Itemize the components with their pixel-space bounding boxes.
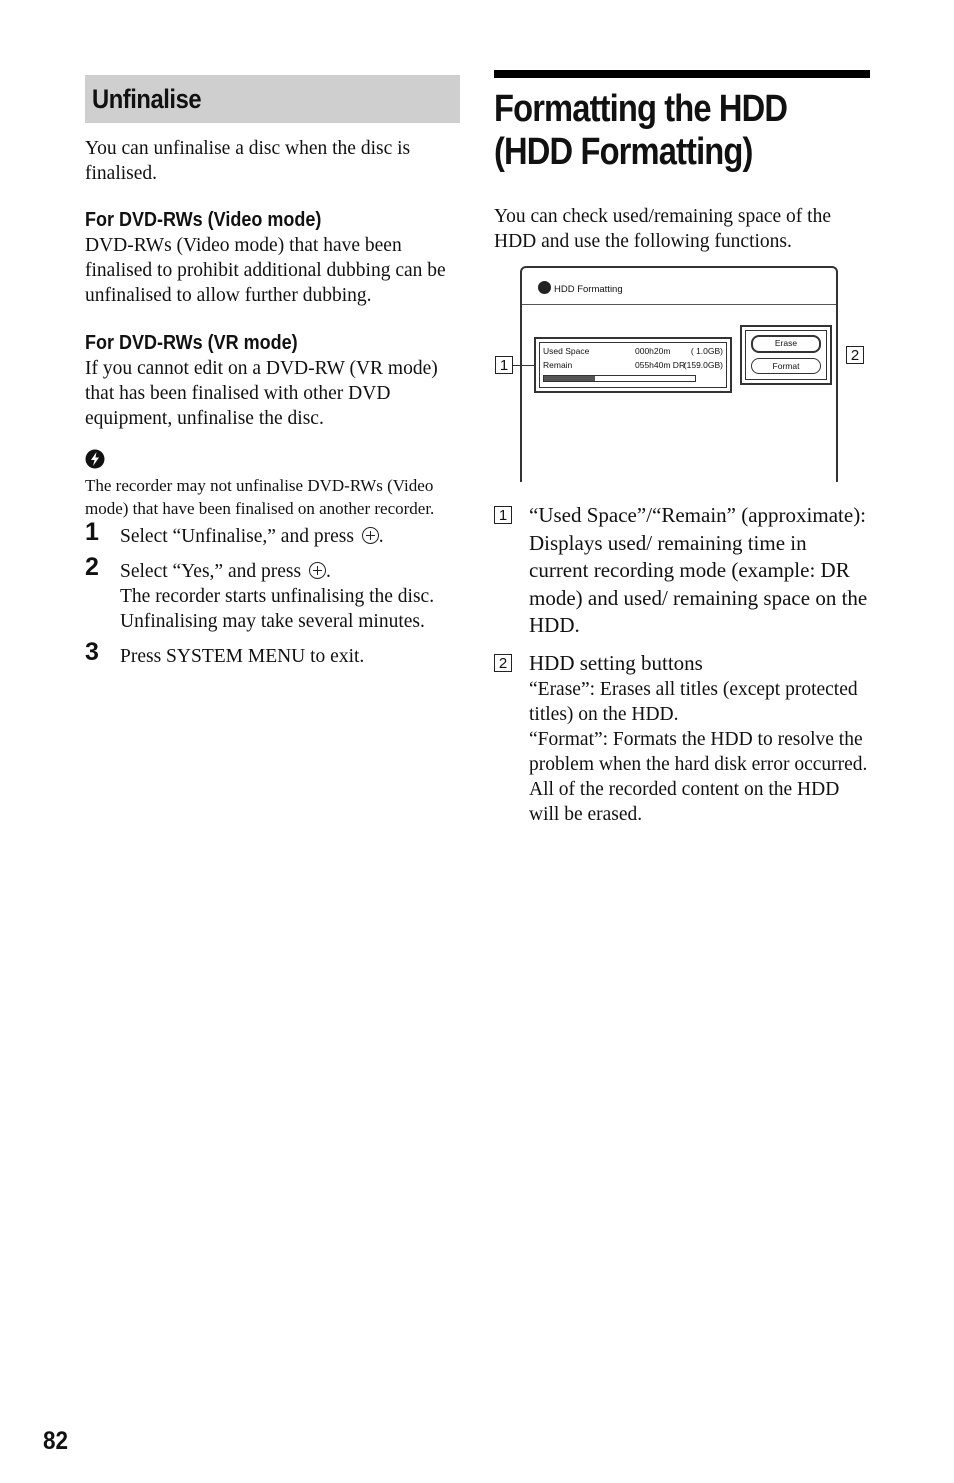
osd-title-rule xyxy=(522,304,836,305)
step-item xyxy=(85,638,460,669)
remain-row: Remain 055h40m DR (159.0GB) xyxy=(543,360,723,370)
hdd-icon xyxy=(538,281,551,294)
erase-description: “Erase”: Erases all titles (except protected titles) on the HDD. xyxy=(529,679,858,725)
page-number: 82 xyxy=(43,1427,69,1455)
note-block xyxy=(85,449,460,520)
description-item xyxy=(494,502,870,640)
note-icon xyxy=(85,449,105,469)
note-text: The recorder may not unfinalise DVD-RWs (Video mode) that have been finalised on another recorder. xyxy=(85,476,435,518)
vr-mode-block xyxy=(85,330,460,431)
space-info-box xyxy=(534,337,732,393)
osd-title: HDD Formatting xyxy=(538,281,623,295)
space-progress-fill xyxy=(544,376,595,381)
hdd-button-group xyxy=(740,325,832,385)
enter-button-icon xyxy=(309,562,326,579)
step-item: 2 Select “Yes,” and press . The recorder starts unfinalising the disc. Unfinalising may take several minutes. xyxy=(85,559,460,634)
erase-button[interactable]: Erase xyxy=(751,335,821,353)
formatting-intro: You can check used/remaining space of the HDD and use the following functions. xyxy=(494,206,831,252)
step-number: 1 xyxy=(85,518,99,546)
video-mode-text: DVD-RWs (Video mode) that have been finalised to prohibit additional dubbing can be unfinalised to allow further dubbing. xyxy=(85,235,446,306)
step-number: 2 xyxy=(85,553,99,581)
osd-figure xyxy=(494,266,870,496)
description-text: HDD setting buttons xyxy=(529,650,703,675)
right-column xyxy=(494,70,870,837)
osd-screen xyxy=(520,266,838,482)
callout-1: 1 xyxy=(495,356,513,374)
video-mode-heading: For DVD-RWs (Video mode) xyxy=(85,209,322,231)
callout-1-line xyxy=(513,365,534,366)
description-number: 2 xyxy=(494,654,512,672)
step-number: 3 xyxy=(85,638,99,666)
used-space-row: Used Space 000h20m ( 1.0GB) xyxy=(543,346,723,356)
description-text: “Used Space”/“Remain” (approximate): Displays used/ remaining time in current recording mode (example: DR mode) and used/ remaining space on the HDD. xyxy=(529,503,868,637)
section-header-unfinalise xyxy=(85,75,460,123)
description-list xyxy=(494,502,870,827)
callout-2: 2 xyxy=(846,346,864,364)
description-number: 1 xyxy=(494,506,512,524)
page-title: Formatting the HDD (HDD Formatting) xyxy=(494,88,788,173)
description-item xyxy=(494,650,870,828)
step-text: Select “Yes,” and press xyxy=(120,561,302,582)
step-item: 1 Select “Unfinalise,” and press . xyxy=(85,518,384,547)
enter-button-icon xyxy=(362,527,379,544)
unfinalise-intro: You can unfinalise a disc when the disc is finalised. xyxy=(85,138,411,184)
video-mode-block xyxy=(85,207,460,308)
format-description: “Format”: Formats the HDD to resolve the problem when the hard disk error occurred. All of the recorded content on the HDD will be erased. xyxy=(529,729,868,825)
space-progress-bar xyxy=(543,375,696,382)
format-button[interactable]: Format xyxy=(751,358,821,374)
step-detail: The recorder starts unfinalising the disc. Unfinalising may take several minutes. xyxy=(120,586,435,632)
section-title: Unfinalise xyxy=(92,83,202,114)
left-column xyxy=(85,75,460,679)
step-text: Select “Unfinalise,” and press xyxy=(120,526,354,547)
title-rule xyxy=(494,70,870,78)
step-text: Press SYSTEM MENU to exit. xyxy=(120,646,365,667)
steps-list xyxy=(85,518,460,669)
vr-mode-text: If you cannot edit on a DVD-RW (VR mode) that has been finalised with other DVD equipment, unfinalise the disc. xyxy=(85,358,438,429)
vr-mode-heading: For DVD-RWs (VR mode) xyxy=(85,332,298,354)
